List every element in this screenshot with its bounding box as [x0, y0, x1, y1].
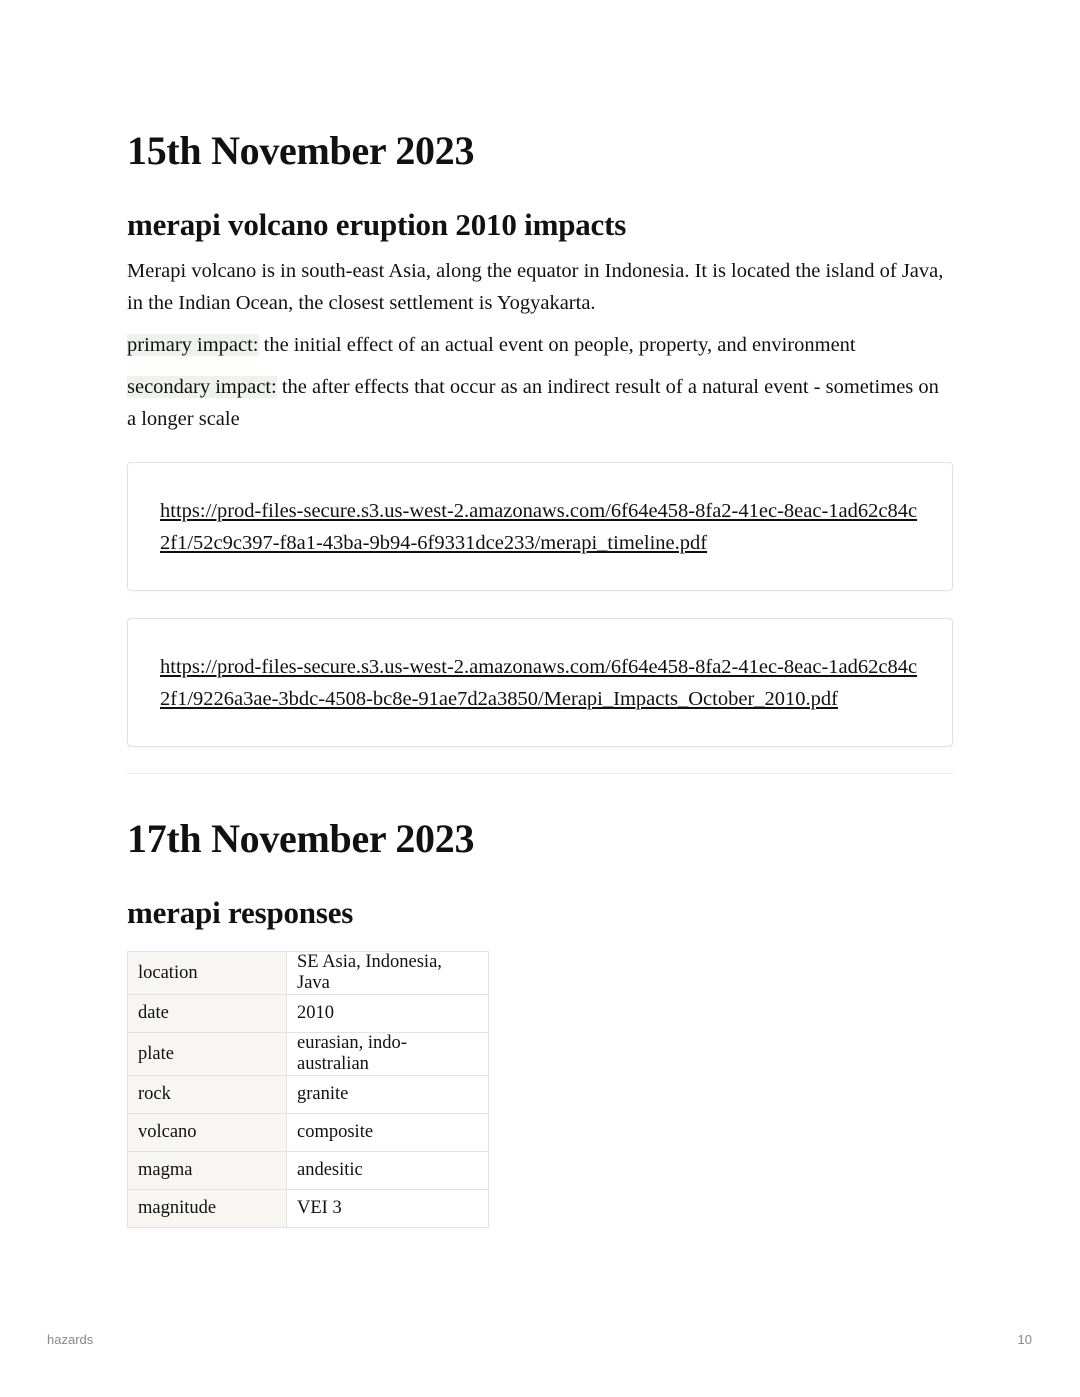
link-card-impacts — [127, 618, 953, 747]
table-value-cell: 2010 — [287, 995, 489, 1033]
table-row — [128, 1076, 489, 1114]
intro-paragraph: Merapi volcano is in south-east Asia, along the equator in Indonesia. It is located the island of Java, in the Indian Ocean, the closest settlement is Yogyakarta. — [127, 260, 944, 314]
table-key-cell: date — [128, 995, 287, 1033]
table-value-cell: andesitic — [287, 1152, 489, 1190]
impacts-pdf-link[interactable]: https://prod-files-secure.s3.us-west-2.amazonaws.com/6f64e458-8fa2-41ec-8eac-1ad62c84c2f1/9226a3ae-3bdc-4508-bc8e-91ae7d2a3850/Merapi_Impacts_October_2010.pdf — [160, 656, 918, 710]
impacts-subheading: merapi volcano eruption 2010 impacts — [127, 207, 627, 242]
table-value-cell: composite — [287, 1114, 489, 1152]
table-row — [128, 1114, 489, 1152]
table-key-cell: location — [128, 952, 287, 995]
table-row — [128, 1033, 489, 1076]
table-value-cell: VEI 3 — [287, 1190, 489, 1228]
table-value-cell: granite — [287, 1076, 489, 1114]
link-card-timeline — [127, 462, 953, 591]
table-key-cell: magma — [128, 1152, 287, 1190]
secondary-impact-term: secondary impact: — [127, 376, 277, 398]
table-row — [128, 952, 489, 995]
secondary-impact-paragraph — [127, 371, 953, 435]
responses-subheading: merapi responses — [127, 895, 354, 930]
table-value-cell: SE Asia, Indonesia, Java — [287, 952, 489, 995]
table-row — [128, 1190, 489, 1228]
table-key-cell: plate — [128, 1033, 287, 1076]
timeline-pdf-link[interactable]: https://prod-files-secure.s3.us-west-2.amazonaws.com/6f64e458-8fa2-41ec-8eac-1ad62c84c2f1/52c9c397-f8a1-43ba-9b94-6f9331dce233/merapi_timeline.pdf — [160, 500, 918, 554]
footer-page-number: 10 — [1017, 1332, 1032, 1347]
secondary-impact-definition: the after effects that occur as an indirect result of a natural event - sometimes on a longer scale — [127, 376, 939, 430]
section-divider — [127, 773, 953, 774]
footer-left-label: hazards — [47, 1332, 94, 1347]
primary-impact-definition: the initial effect of an actual event on people, property, and environment — [258, 334, 856, 356]
facts-table — [127, 951, 489, 1228]
date-heading-15-nov: 15th November 2023 — [127, 128, 475, 173]
table-row — [128, 1152, 489, 1190]
table-key-cell: rock — [128, 1076, 287, 1114]
table-key-cell: magnitude — [128, 1190, 287, 1228]
table-value-cell: eurasian, indo-australian — [287, 1033, 489, 1076]
table-key-cell: volcano — [128, 1114, 287, 1152]
table-row — [128, 995, 489, 1033]
date-heading-17-nov: 17th November 2023 — [127, 816, 475, 861]
primary-impact-paragraph — [127, 329, 953, 361]
primary-impact-term: primary impact: — [127, 334, 259, 356]
